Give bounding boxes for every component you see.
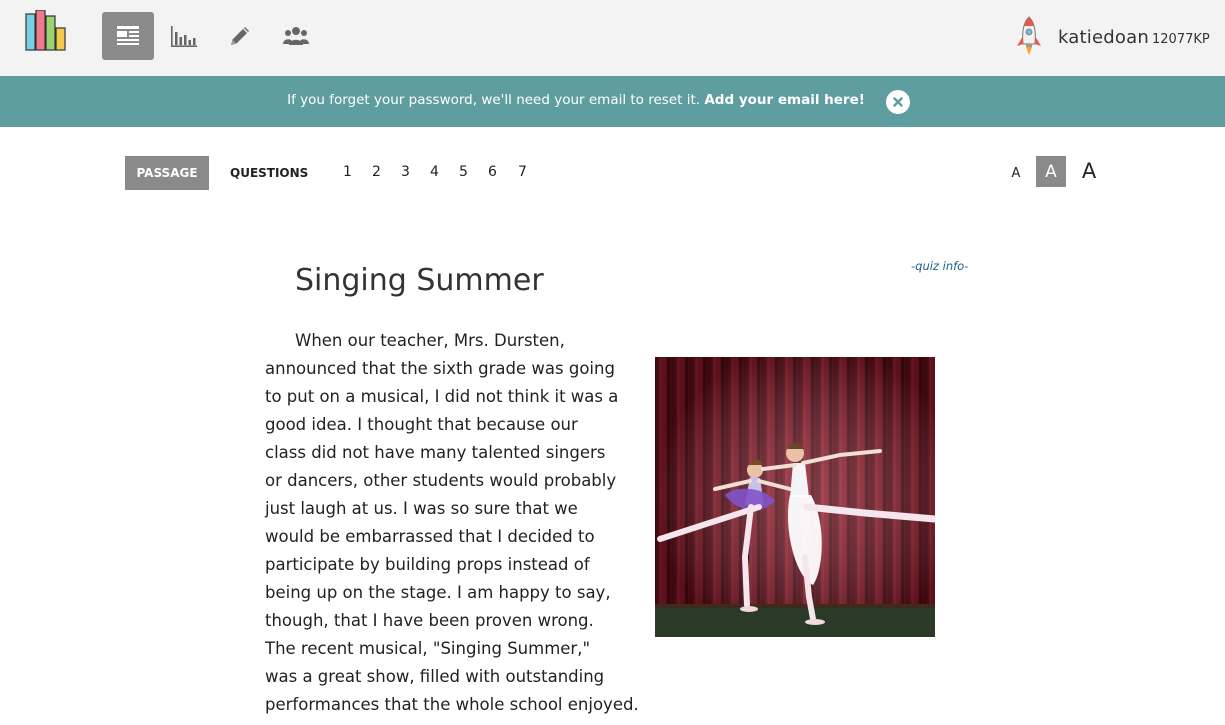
question-link-4[interactable]: 4	[430, 164, 439, 180]
question-link-3[interactable]: 3	[401, 164, 410, 180]
passage-line: to put on a musical, I did not think it was a	[265, 387, 619, 406]
question-link-1[interactable]: 1	[343, 164, 352, 180]
username[interactable]: katiedoan	[1058, 27, 1149, 48]
passage-title: Singing Summer	[295, 263, 544, 298]
passage-body	[265, 327, 645, 719]
passage-line: announced that the sixth grade was going	[265, 359, 615, 378]
passage-line: When our teacher, Mrs. Dursten,	[295, 331, 565, 350]
passage-line: was a great show, filled with outstanding	[265, 667, 605, 686]
question-link-5[interactable]: 5	[459, 164, 468, 180]
nav-passages-button[interactable]	[102, 12, 154, 60]
pencil-icon	[228, 24, 252, 48]
passage-line: The recent musical, "Singing Summer,"	[265, 639, 591, 658]
points-counter: 12077KP	[1152, 32, 1210, 47]
tab-passage[interactable]: PASSAGE	[125, 156, 209, 190]
top-navigation-bar	[0, 0, 1225, 76]
email-reminder-banner	[0, 76, 1225, 127]
banner-message	[0, 92, 1152, 108]
article-icon	[116, 25, 140, 47]
font-size-large-button[interactable]: A	[1081, 159, 1097, 183]
rocket-icon[interactable]	[1013, 16, 1045, 56]
bar-chart-icon	[170, 24, 198, 48]
passage-line: participate by building props instead of	[265, 555, 590, 574]
passage-line: or dancers, other students would probably	[265, 471, 617, 490]
font-size-small-button[interactable]: A	[1011, 165, 1021, 181]
passage-line: class did not have many talented singers	[265, 443, 606, 462]
tab-questions[interactable]: QUESTIONS	[230, 166, 309, 180]
close-icon	[893, 97, 903, 107]
nav-community-button[interactable]	[270, 12, 322, 60]
nav-stats-button[interactable]	[158, 12, 210, 60]
passage-line: though, that I have been proven wrong.	[265, 611, 594, 630]
font-size-medium-button[interactable]: A	[1036, 156, 1066, 187]
group-icon	[283, 25, 309, 47]
passage-line: good idea. I thought that because our	[265, 415, 578, 434]
banner-close-button[interactable]	[886, 90, 910, 114]
bookshelf-logo-icon[interactable]	[24, 10, 72, 52]
passage-line: being up on the stage. I am happy to say,	[265, 583, 611, 602]
quiz-info-link[interactable]: -quiz info-	[911, 259, 969, 273]
passage-line: just laugh at us. I was so sure that we	[265, 499, 578, 518]
question-link-7[interactable]: 7	[518, 164, 527, 180]
passage-line: would be embarrassed that I decided to	[265, 527, 595, 546]
question-link-2[interactable]: 2	[372, 164, 381, 180]
ballet-dancers-photo	[655, 357, 935, 637]
nav-write-button[interactable]	[214, 12, 266, 60]
banner-message-text: If you forget your password, we'll need your email to reset it.	[287, 92, 701, 108]
add-email-link[interactable]: Add your email here!	[704, 92, 865, 108]
passage-line: performances that the whole school enjoyed.	[265, 695, 639, 714]
question-link-6[interactable]: 6	[488, 164, 497, 180]
